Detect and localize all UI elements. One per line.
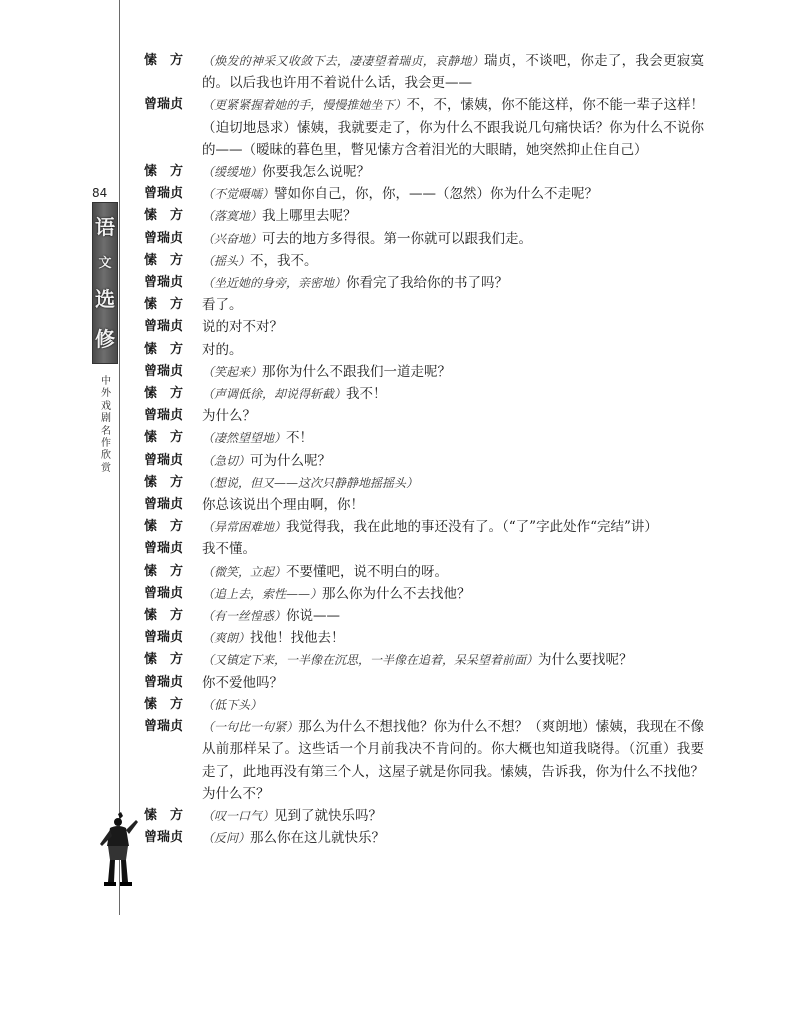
speech: 找他！找他去！ — [250, 630, 345, 647]
speech: 那么你为什么不去找他？ — [322, 585, 471, 602]
dialogue-text — [202, 716, 704, 805]
dialogue-line — [144, 494, 704, 516]
speaker-label: 愫 方 — [144, 430, 184, 446]
speaker-label: 曾瑞贞 — [144, 319, 184, 335]
dialogue-line — [144, 361, 704, 383]
speaker-label: 曾瑞贞 — [144, 719, 184, 735]
speech: 你不爱他吗？ — [202, 674, 283, 691]
dialogue-line — [144, 516, 704, 538]
dialogue-line — [144, 716, 704, 805]
dialogue-line — [144, 694, 704, 716]
speaker-label: 曾瑞贞 — [144, 363, 184, 379]
dialogue-text — [202, 583, 704, 605]
dialogue-text — [202, 339, 704, 361]
book-title-char: 剧 — [101, 413, 111, 425]
speech: 见到了就快乐吗？ — [274, 807, 383, 824]
book-title-char: 欣 — [101, 450, 111, 462]
speaker-label: 曾瑞贞 — [144, 230, 184, 246]
dialogue-line — [144, 205, 704, 227]
speech: 那你为什么不跟我们一道走呢？ — [262, 363, 452, 380]
speech: 我觉得我，我在此地的事还没有了。（“了”字此处作“完结”讲） — [286, 519, 658, 536]
dialogue-text — [202, 161, 704, 183]
dialogue-text — [202, 627, 704, 649]
stage-direction: （想说，但又——这次只静静地摇摇头） — [202, 475, 419, 490]
dialogue-text — [202, 361, 704, 383]
speaker-label: 愫 方 — [144, 164, 184, 180]
dialogue-text — [202, 94, 704, 161]
speaker-label: 曾瑞贞 — [144, 630, 184, 646]
speaker-label: 愫 方 — [144, 386, 184, 402]
dialogue-text — [202, 405, 704, 427]
dialogue-text — [202, 294, 704, 316]
series-tab — [92, 202, 118, 364]
speech: 你总该说出个理由啊，你！ — [202, 497, 364, 514]
stage-direction: （又镇定下来，一半像在沉思，一半像在追着，呆呆望着前面） — [202, 653, 539, 668]
dialogue-line — [144, 472, 704, 494]
speech: 对的。 — [202, 341, 243, 358]
stage-direction: （坐近她的身旁，亲密地） — [202, 276, 347, 291]
speaker-label: 曾瑞贞 — [144, 541, 184, 557]
speaker-label: 曾瑞贞 — [144, 497, 184, 513]
dialogue-line — [144, 427, 704, 449]
dialogue-text — [202, 183, 704, 205]
dialogue-text — [202, 561, 704, 583]
stage-direction: （笑起来） — [202, 364, 263, 379]
stage-direction: （缓缓地） — [202, 165, 263, 180]
dialogue-text — [202, 250, 704, 272]
speaker-label: 愫 方 — [144, 608, 184, 624]
dialogue-text — [202, 316, 704, 338]
stage-direction: （一句比一句紧） — [202, 720, 299, 735]
speaker-label: 曾瑞贞 — [144, 452, 184, 468]
dialogue-line — [144, 94, 704, 161]
stage-direction: （反问） — [202, 831, 251, 846]
speaker-label: 愫 方 — [144, 563, 184, 579]
margin-rule — [119, 0, 120, 915]
speech: 你说—— — [286, 608, 341, 625]
speaker-label: 愫 方 — [144, 519, 184, 535]
stage-direction: （有一丝惶惑） — [202, 609, 287, 624]
stage-direction: （微笑，立起） — [202, 564, 287, 579]
dialogue-text — [202, 805, 704, 827]
book-title-char: 中 — [101, 376, 111, 387]
speech: 瑞贞，不谈吧，你走了，我会更寂寞的。以后我也许用不着说什么话，我会更—— — [202, 53, 704, 92]
stage-direction: （更紧紧握着她的手，慢慢推她坐下） — [202, 98, 407, 113]
stage-direction: （焕发的神采又收敛下去，凄凄望着瑞贞，哀静地） — [202, 54, 485, 68]
stage-direction: （爽朗） — [202, 631, 251, 646]
stage-direction: （不觉嗫嚅） — [202, 187, 275, 202]
dialogue-text — [202, 205, 704, 227]
series-char: 文 — [98, 255, 112, 271]
speech: 说的对不对？ — [202, 319, 283, 336]
dialogue-line — [144, 383, 704, 405]
stage-direction: （低下头） — [202, 697, 263, 712]
speaker-label: 愫 方 — [144, 807, 184, 823]
book-title-char: 作 — [101, 438, 111, 450]
stage-direction: （声调低徐，却说得斩截） — [202, 387, 347, 402]
speaker-label: 愫 方 — [144, 53, 184, 68]
speaker-label: 愫 方 — [144, 208, 184, 224]
series-char: 语 — [95, 214, 115, 239]
stage-direction: （兴奋地） — [202, 231, 263, 246]
dialogue-line — [144, 649, 704, 671]
series-char: 修 — [95, 327, 115, 352]
dialogue-text — [202, 228, 704, 250]
speaker-label: 愫 方 — [144, 474, 184, 490]
dialogue-text — [202, 494, 704, 516]
speech: 不，我不。 — [250, 252, 318, 269]
dialogue-text — [202, 50, 704, 94]
speaker-label: 曾瑞贞 — [144, 830, 184, 846]
stage-direction: （追上去，索性——） — [202, 586, 323, 601]
dialogue-text — [202, 827, 704, 849]
book-title-char: 外 — [101, 388, 111, 400]
dialogue-text — [202, 694, 704, 716]
speech: 那么为什么不想找他？你为什么不想？（爽朗地）愫姨，我现在不像从前那样呆了。这些话一个月前我决不肯问的。你大概也知道我晓得。（沉重）我要走了，此地再没有第三个人，这屋子就是你同我。愫姨，告诉我，你为什么不找他？为什么不？ — [202, 719, 704, 802]
stage-direction: （摇头） — [202, 253, 251, 268]
speaker-label: 愫 方 — [144, 297, 184, 313]
speech: 我不懂。 — [202, 541, 256, 558]
book-title-char: 赏 — [101, 462, 111, 474]
dialogue-line — [144, 827, 704, 849]
speech: 那么你在这儿就快乐？ — [250, 830, 386, 847]
dialogue-line — [144, 583, 704, 605]
dialogue-line — [144, 805, 704, 827]
dialogue-line — [144, 627, 704, 649]
dialogue-text — [202, 450, 704, 472]
dialogue-line — [144, 294, 704, 316]
dialogue-text — [202, 383, 704, 405]
speaker-label: 曾瑞贞 — [144, 408, 184, 424]
stage-direction: （叹一口气） — [202, 808, 275, 823]
speech: 我上哪里去呢？ — [262, 208, 357, 225]
speaker-label: 愫 方 — [144, 252, 184, 268]
speaker-label: 曾瑞贞 — [144, 97, 184, 113]
speech: 我不！ — [346, 386, 387, 403]
dialogue-line — [144, 50, 704, 94]
stage-direction: （落寞地） — [202, 209, 263, 224]
stage-direction: （凄然望望地） — [202, 431, 287, 446]
speech: 看了。 — [202, 297, 243, 314]
dialogue-line — [144, 161, 704, 183]
speech: 不，不，愫姨，你不能这样，你不能一辈子这样！（迫切地恳求）愫姨，我就要走了，你为什么不跟我说几句痛快话？你为什么不说你的——（暧昧的暮色里，瞥见愫方含着泪光的大眼睛，她突然抑止住自己） — [202, 97, 704, 158]
speech: 不要懂吧，说不明白的呀。 — [286, 563, 449, 580]
series-char: 选 — [95, 287, 115, 312]
dialogue-line — [144, 561, 704, 583]
dialogue-text — [202, 672, 704, 694]
stage-direction: （急切） — [202, 453, 251, 468]
book-title-char: 戏 — [101, 400, 111, 412]
dialogue-text — [202, 538, 704, 560]
speech: 可去的地方多得很。第一你就可以跟我们走。 — [262, 230, 533, 247]
book-title-char: 名 — [101, 425, 111, 437]
dialogue-block — [144, 50, 704, 849]
dialogue-line — [144, 316, 704, 338]
dialogue-line — [144, 228, 704, 250]
speech: 你要我怎么说呢？ — [262, 164, 371, 181]
dialogue-text — [202, 472, 704, 494]
dialogue-line — [144, 450, 704, 472]
speaker-label: 曾瑞贞 — [144, 674, 184, 690]
dialogue-line — [144, 183, 704, 205]
speaker-label: 曾瑞贞 — [144, 585, 184, 601]
speaker-label: 愫 方 — [144, 652, 184, 668]
page-number: 84 — [92, 186, 108, 200]
speaker-label: 愫 方 — [144, 341, 184, 357]
dialogue-line — [144, 405, 704, 427]
knight-figure-illustration — [96, 810, 140, 890]
dialogue-line — [144, 272, 704, 294]
dialogue-text — [202, 272, 704, 294]
stage-direction: （异常困难地） — [202, 520, 287, 535]
dialogue-line — [144, 538, 704, 560]
dialogue-text — [202, 605, 704, 627]
dialogue-line — [144, 339, 704, 361]
speaker-label: 曾瑞贞 — [144, 186, 184, 202]
speaker-label: 曾瑞贞 — [144, 275, 184, 291]
speech: 譬如你自己，你，你，——（忽然）你为什么不走呢？ — [274, 186, 599, 203]
speech: 可为什么呢？ — [250, 452, 332, 469]
dialogue-text — [202, 427, 704, 449]
speech: 你看完了我给你的书了吗？ — [346, 275, 509, 292]
speech: 不！ — [286, 430, 314, 447]
speaker-label: 愫 方 — [144, 696, 184, 712]
dialogue-text — [202, 649, 704, 671]
dialogue-line — [144, 605, 704, 627]
dialogue-line — [144, 672, 704, 694]
speech: 为什么要找呢？ — [538, 652, 633, 669]
dialogue-text — [202, 516, 704, 538]
speech: 为什么？ — [202, 408, 256, 425]
dialogue-line — [144, 250, 704, 272]
book-title — [98, 376, 114, 475]
